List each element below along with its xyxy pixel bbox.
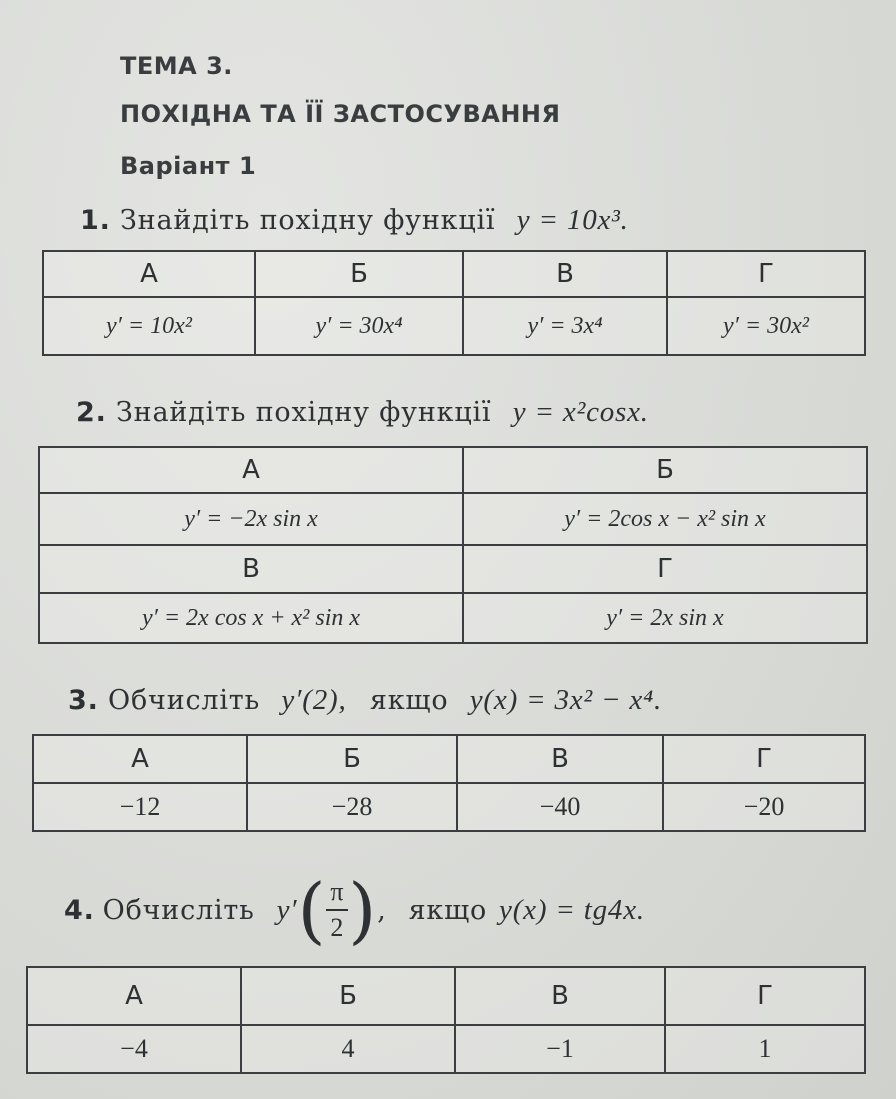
task-1-header-a: А	[43, 251, 255, 297]
task-4-conjunction: якщо	[408, 894, 488, 926]
task-3-header-a: А	[33, 735, 247, 783]
task-3-header-d: Г	[663, 735, 865, 783]
task-4-statement	[64, 860, 645, 960]
task-4-answer-c: −1	[455, 1025, 665, 1073]
task-1-formula: y = 10x³.	[516, 204, 629, 236]
task-2-header-c: В	[39, 545, 463, 593]
task-1-answer-d: y′ = 30x²	[667, 297, 865, 355]
task-1-answer-table	[42, 250, 866, 356]
task-3-conjunction: якщо	[369, 685, 449, 716]
task-4-answer-d: 1	[665, 1025, 865, 1073]
task-2-answer-b: y′ = 2cos x − x² sin x	[463, 493, 867, 545]
left-paren: (	[297, 868, 327, 952]
task-4-header-a: А	[27, 967, 241, 1025]
task-3-text: Обчисліть	[108, 685, 261, 716]
task-2-header-b: Б	[463, 447, 867, 493]
task-4-header-b: Б	[241, 967, 455, 1025]
task-1-answer-c: y′ = 3x⁴	[463, 297, 667, 355]
task-2-text: Знайдіть похідну функції	[116, 397, 492, 428]
topic-title: ПОХІДНА ТА ЇЇ ЗАСТОСУВАННЯ	[120, 100, 561, 128]
task-4-header-d: Г	[665, 967, 865, 1025]
task-3-header-b: Б	[247, 735, 457, 783]
task-1-statement	[80, 204, 629, 237]
topic-label: ТЕМА 3.	[120, 52, 233, 80]
task-1-answer-b: y′ = 30x⁴	[255, 297, 463, 355]
task-3-header-c: В	[457, 735, 663, 783]
task-4-text: Обчисліть	[102, 894, 255, 926]
task-3-answer-a: −12	[33, 783, 247, 831]
task-2-answer-d: y′ = 2x sin x	[463, 593, 867, 643]
task-3-statement	[68, 684, 662, 717]
task-2-header-d: Г	[463, 545, 867, 593]
task-3-answer-d: −20	[663, 783, 865, 831]
variant-label: Варіант 1	[120, 152, 257, 180]
task-2-statement	[76, 396, 649, 429]
task-1-answer-a: y′ = 10x²	[43, 297, 255, 355]
fraction-denominator: 2	[330, 913, 345, 942]
task-4-fraction	[326, 879, 348, 941]
task-4-formula-right: y(x) = tg4x.	[499, 893, 645, 926]
task-3-number: 3.	[68, 685, 99, 716]
task-1-number: 1.	[80, 205, 111, 236]
task-1-header-b: Б	[255, 251, 463, 297]
task-4-derivative: y′	[276, 893, 298, 926]
task-4-comma: ,	[377, 894, 387, 926]
task-1-text: Знайдіть похідну функції	[120, 205, 496, 236]
task-1-header-d: Г	[667, 251, 865, 297]
task-2-answer-table	[38, 446, 868, 644]
task-4-number: 4.	[64, 894, 95, 926]
task-4-answer-a: −4	[27, 1025, 241, 1073]
task-2-answer-c: y′ = 2x cos x + x² sin x	[39, 593, 463, 643]
task-3-formula-left: y′(2),	[281, 684, 347, 716]
task-4-answer-table	[26, 966, 866, 1074]
task-3-formula-right: y(x) = 3x² − x⁴.	[469, 684, 663, 716]
right-paren: )	[348, 868, 378, 952]
task-3-answer-table	[32, 734, 866, 832]
task-2-answer-a: y′ = −2x sin x	[39, 493, 463, 545]
task-1-header-c: В	[463, 251, 667, 297]
task-3-answer-c: −40	[457, 783, 663, 831]
task-2-header-a: А	[39, 447, 463, 493]
task-2-formula: y = x²cosx.	[512, 396, 649, 428]
task-4-header-c: В	[455, 967, 665, 1025]
fraction-numerator: π	[326, 879, 348, 911]
task-2-number: 2.	[76, 397, 107, 428]
task-3-answer-b: −28	[247, 783, 457, 831]
task-4-answer-b: 4	[241, 1025, 455, 1073]
